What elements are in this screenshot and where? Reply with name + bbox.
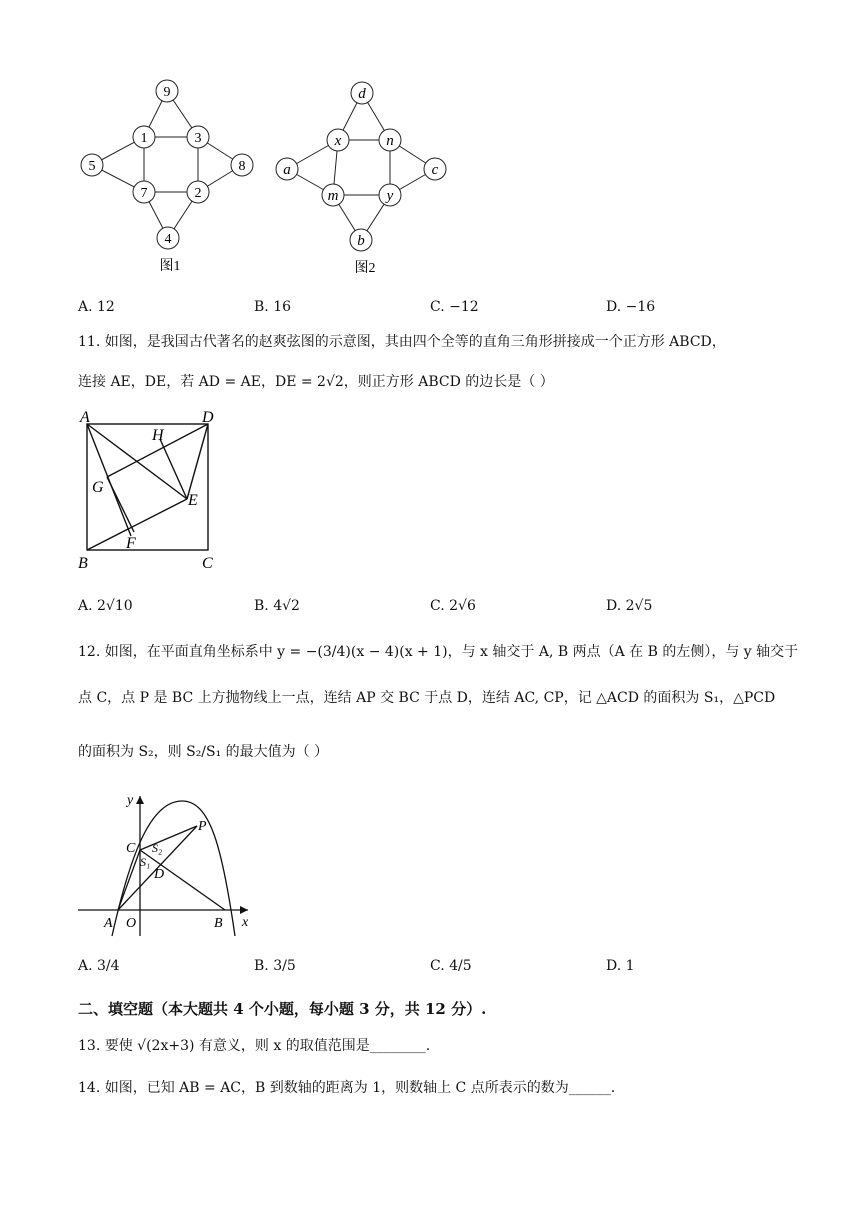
q12-option-b: B. 3/5 <box>254 958 296 974</box>
label-a: A <box>80 409 90 426</box>
q13-stem: 13. 要使 √(2x+3) 有意义，则 x 的取值范围是________. <box>78 1038 431 1054</box>
q10-option-d: D. −16 <box>606 299 656 315</box>
fig1-node: 2 <box>194 186 202 201</box>
label-e: E <box>188 492 198 509</box>
q11-option-c: C. 2√6 <box>430 598 476 614</box>
section-2-heading: 二、填空题（本大题共 4 个小题，每小题 3 分，共 12 分）. <box>78 1000 487 1018</box>
fig2-node: y <box>386 188 394 204</box>
fig1-node: 3 <box>194 131 202 146</box>
fig2-node: n <box>386 133 394 149</box>
q12-option-a: A. 3/4 <box>78 958 120 974</box>
label-c: C <box>126 841 136 856</box>
fig2-caption: 图2 <box>354 261 376 276</box>
fig2-node: b <box>357 233 365 249</box>
label-s2: S₂ <box>152 841 163 855</box>
label-o: O <box>126 916 137 931</box>
fig2-node: m <box>327 188 339 204</box>
label-y-axis: y <box>127 793 134 808</box>
fig1-caption: 图1 <box>159 259 181 274</box>
fig1-node: 9 <box>163 85 171 100</box>
q10-figure-2 <box>265 70 465 280</box>
label-b: B <box>78 555 88 572</box>
fig2-node: x <box>334 133 342 149</box>
q11-option-a: A. 2√10 <box>78 598 133 614</box>
label-h: H <box>152 427 164 444</box>
fig2-node: c <box>431 162 439 178</box>
q12-option-c: C. 4/5 <box>430 958 472 974</box>
label-g: G <box>92 479 104 496</box>
label-a: A <box>104 916 113 931</box>
q12-option-d: D. 1 <box>606 958 635 974</box>
fig1-node: 5 <box>88 159 96 174</box>
q11-option-d: D. 2√5 <box>606 598 653 614</box>
label-d: D <box>154 867 165 882</box>
q10-option-b: B. 16 <box>254 299 292 315</box>
fig1-node: 7 <box>140 186 148 201</box>
q10-figure-1 <box>70 70 270 280</box>
q11-option-b: B. 4√2 <box>254 598 300 614</box>
fig2-node: a <box>283 162 291 178</box>
q12-stem-line-1: 12. 如图，在平面直角坐标系中 y = −(3/4)(x − 4)(x + 1)，与 x 轴交于 A, B 两点（A 在 B 的左侧），与 y 轴交于 <box>78 644 799 660</box>
label-b: B <box>214 916 223 931</box>
q12-stem-line-2: 点 C，点 P 是 BC 上方抛物线上一点，连结 AP 交 BC 于点 D，连结 AC, CP，记 △ACD 的面积为 S₁，△PCD <box>78 690 776 706</box>
label-f: F <box>126 535 136 552</box>
label-p: P <box>198 819 207 834</box>
q11-zhao-shuang-figure <box>70 408 230 578</box>
q14-stem: 14. 如图，已知 AB = AC，B 到数轴的距离为 1，则数轴上 C 点所表示的数为______. <box>78 1080 616 1096</box>
label-d: D <box>202 409 214 426</box>
q10-option-a: A. 12 <box>78 299 115 315</box>
q11-stem-line-2: 连接 AE，DE，若 AD = AE，DE = 2√2，则正方形 ABCD 的边长是（ ） <box>78 374 554 390</box>
label-c: C <box>202 555 213 572</box>
fig2-node: d <box>358 86 366 102</box>
q11-stem-line-1: 11. 如图，是我国古代著名的赵爽弦图的示意图，其由四个全等的直角三角形拼接成一个正方形 ABCD， <box>78 334 726 350</box>
label-s1: S₁ <box>140 855 151 869</box>
q10-option-c: C. −12 <box>430 299 479 315</box>
q12-stem-line-3: 的面积为 S₂，则 S₂/S₁ 的最大值为（ ） <box>78 744 329 760</box>
label-x-axis: x <box>242 915 249 930</box>
q12-parabola-figure <box>70 786 270 946</box>
fig1-node: 4 <box>164 232 172 247</box>
fig1-node: 8 <box>238 159 246 174</box>
fig1-node: 1 <box>140 131 148 146</box>
